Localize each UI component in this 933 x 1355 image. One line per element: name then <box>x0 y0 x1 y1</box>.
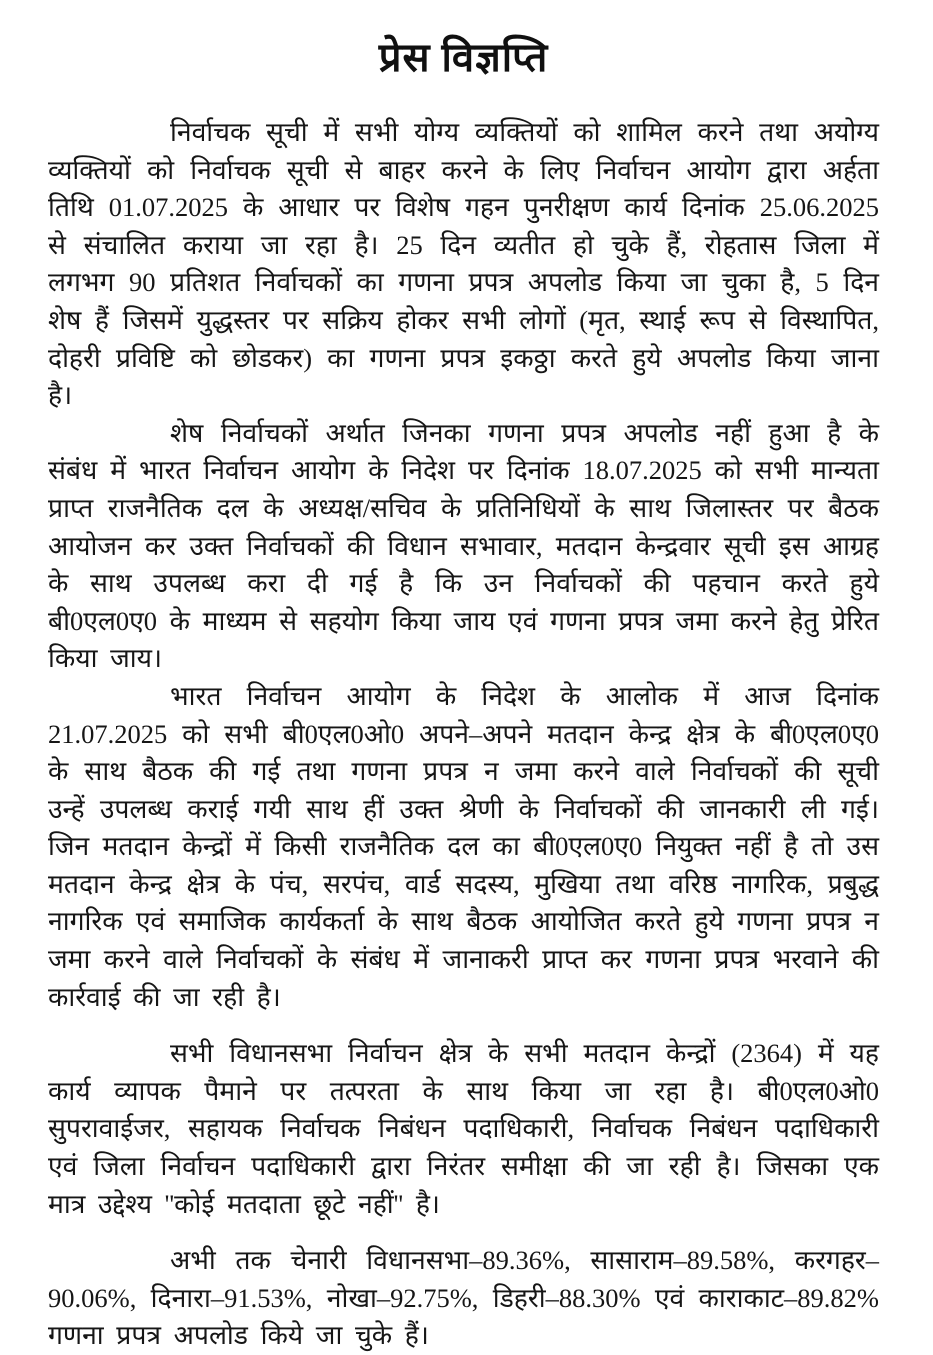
paragraph-upload-percentages: अभी तक चेनारी विधानसभा–89.36%, सासाराम–89.58%, करगहर–90.06%, दिनारा–91.53%, नोखा–92.75%, डिहरी–88.30% एवं काराकाट–89.82% गणना प्रपत्र अपलोड किये जा चुके हैं। <box>48 1245 879 1351</box>
paragraph-monitoring-objective: सभी विधानसभा निर्वाचन क्षेत्र के सभी मतदान केन्द्रों (2364) में यह कार्य व्यापक पैमाने पर तत्परता के साथ किया जा रहा है। बी0एल0ओ0 सुपरावाईजर, सहायक निर्वाचक निबंधन पदाधिकारी, निर्वाचक निबंधन पदाधिकारी एवं जिला निर्वाचन पदाधिकारी द्वारा निरंतर समीक्षा की जा रही है। जिसका एक मात्र उद्देश्य ''कोई मतदाता छूटे नहीं'' है। <box>48 1038 879 1219</box>
page-title: प्रेस विज्ञप्ति <box>378 35 549 80</box>
paragraph-intro-revision: निर्वाचक सूची में सभी योग्य व्यक्तियों को शामिल करने तथा अयोग्य व्यक्तियों को निर्वाचक सूची से बाहर करने के लिए निर्वाचन आयोग द्वारा अर्हता तिथि 01.07.2025 के आधार पर विशेष गहन पुनरीक्षण कार्य दिनांक 25.06.2025 से संचालित कराया जा रहा है। 25 दिन व्यतीत हो चुके हैं, रोहतास जिला में लगभग 90 प्रतिशत निर्वाचकों का गणना प्रपत्र अपलोड किया जा चुका है, 5 दिन शेष हैं जिसमें युद्धस्तर पर सक्रिय होकर सभी लोगों (मृत, स्थाई रूप से विस्थापित, दोहरी प्रविष्टि को छोडकर) का गणना प्रपत्र इकठ्ठा करते हुये अपलोड किया जाना है। <box>48 117 879 411</box>
paragraph-blo-bla-meeting: भारत निर्वाचन आयोग के निदेश के आलोक में आज दिनांक 21.07.2025 को सभी बी0एल0ओ0 अपने–अपने मतदान केन्द्र क्षेत्र के बी0एल0ए0 के साथ बैठक की गई तथा गणना प्रपत्र न जमा करने वाले निर्वाचकों की सूची उन्हें उपलब्ध कराई गयी साथ हीं उक्त श्रेणी के निर्वाचकों की जानकारी ली गई। जिन मतदान केन्द्रों में किसी राजनैतिक दल का बी0एल0ए0 नियुक्त नहीं है तो उस मतदान केन्द्र क्षेत्र के पंच, सरपंच, वार्ड सदस्य, मुखिया तथा वरिष्ठ नागरिक, प्रबुद्ध नागरिक एवं समाजिक कार्यकर्ता के साथ बैठक आयोजित करते हुये गणना प्रपत्र न जमा करने वाले निर्वाचकों के संबंध में जानाकरी प्राप्त कर गणना प्रपत्र भरवाने की कार्रवाई की जा रही है। <box>48 680 879 1012</box>
paragraph-remaining-electors-meeting: शेष निर्वाचकों अर्थात जिनका गणना प्रपत्र अपलोड नहीं हुआ है के संबंध में भारत निर्वाचन आयोग के निदेश पर दिनांक 18.07.2025 को सभी मान्यता प्राप्त राजनैतिक दल के अध्यक्ष/सचिव के प्रतिनिधियों के साथ जिलास्तर पर बैठक आयोजन कर उक्त निर्वाचकों की विधान सभावार, मतदान केन्द्रवार सूची इस आग्रह के साथ उपलब्ध करा दी गई है कि उन निर्वाचकों की पहचान करते हुये बी0एल0ए0 के माध्यम से सहयोग किया जाय एवं गणना प्रपत्र जमा करने हेतु प्रेरित किया जाय। <box>48 417 879 674</box>
